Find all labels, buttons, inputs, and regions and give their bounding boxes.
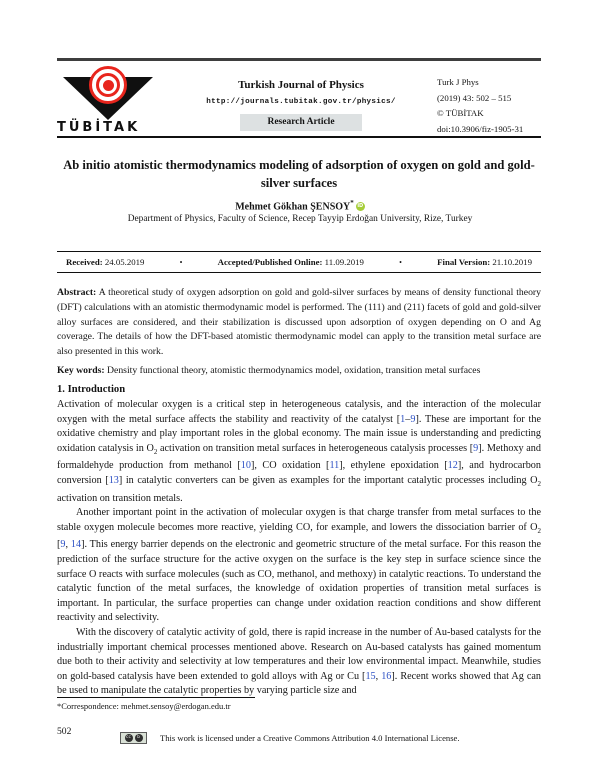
- keywords: Key words: Density functional theory, atomistic thermodynamics model, oxidation, transition metal surfaces: [57, 365, 481, 376]
- paragraph: Activation of molecular oxygen is a critical step in heterogeneous catalysis, and the interaction of the molecular oxygen with the metal surface affects the stability and reactivity of the catalyst [1–9]. These are important for the oxidative chemistry and play important roles in the global economy. The main issue is understanding and predicting oxidation catalysis in $O_2$ activation on transition metal surfaces in heterogeneous catalysis processes [9]. Methoxy and formaldehyde production from methanol [10], CO oxidation [11], ethylene epoxidation [12], and hydrocarbon conversion [13] in catalytic converters can be given as examples for the important catalytic processes including $O_2$ activation on transition metals.: [57, 399, 542, 504]
- citation-link[interactable]: 14: [70, 539, 82, 551]
- bullet-separator: •: [399, 257, 402, 267]
- header-bottom-rule: [57, 136, 541, 138]
- footnote-rule: [57, 697, 255, 698]
- copyright: © TÜBİTAK: [437, 108, 484, 118]
- citation-link[interactable]: 16: [381, 670, 392, 682]
- paragraph: Another important point in the activation of molecular oxygen is that charge transfer from metal surfaces to the stable oxygen molecule becomes more reactive, yielding CO, for example, and lowers the dissociation barrier of $O_2$ [9, 14]. This energy barrier depends on the electronic and geometric structure of the metal surface. For this reason the prediction of the surface structure for the active oxygen on the surface is the key step in surface science since the surface O reacts with surface molecules (such as CO, methanol, and methoxy) in catalytic reactions. To understand the catalytic function of the metal surfaces, the knowledge of oxidation properties of transition metal surfaces is important. In particular, the surface properties can change under oxidation reaction conditions and show different reactivity and selectivity.: [57, 507, 541, 624]
- citation-link[interactable]: 9: [410, 413, 416, 425]
- article-title: Ab initio atomistic thermodynamics modeling of adsorption of oxygen on gold and gold-silver surfaces: [63, 158, 535, 190]
- logo-sun-icon: [89, 66, 127, 104]
- page-number: 502: [57, 726, 72, 737]
- bullet-separator: •: [179, 257, 183, 267]
- journal-url-link[interactable]: http://journals.tubitak.gov.tr/physics/: [206, 98, 396, 106]
- abstract: Abstract: A theoretical study of oxygen adsorption on gold and gold-silver surfaces by means of density functional theory (DFT) calculations with an atomistic thermodynamic model is performed. The (111) and (211) facets of gold and gold-silver alloy surfaces are considered, and their stabilization is discussed upon adsorption of oxygen depending on O and Ag coverage. The details of how the DFT-based atomistic thermodynamic model can apply to the transition metal surface are also presented in this work.: [57, 287, 541, 358]
- license-line: [120, 732, 460, 744]
- logo-wordmark: TÜBİTAK: [57, 120, 141, 135]
- citation-link[interactable]: 11: [329, 460, 340, 472]
- citation-link[interactable]: 10: [240, 460, 251, 472]
- section-heading: 1. Introduction: [57, 384, 126, 395]
- received-date: Received: 24.05.2019: [66, 257, 145, 267]
- author-line: [0, 199, 600, 212]
- correspondence-email-link[interactable]: mehmet.sensoy@erdogan.edu.tr: [120, 701, 231, 711]
- correspondence-label: *Correspondence:: [57, 701, 119, 711]
- journal-name: Turkish Journal of Physics: [238, 79, 364, 91]
- citation-link[interactable]: 9: [60, 539, 66, 551]
- author-name: Mehmet Gökhan ŞENSOY: [235, 201, 351, 213]
- final-version-date: Final Version: 21.10.2019: [437, 257, 532, 267]
- citation-link[interactable]: 9: [473, 442, 479, 454]
- doi[interactable]: doi:10.3906/fiz-1905-31: [437, 123, 524, 134]
- tubitak-logo: [57, 66, 165, 136]
- keywords-label: Key words:: [57, 365, 105, 376]
- paragraph: With the discovery of catalytic activity of gold, there is rapid increase in the number of Au-based catalysts for the industrially important chemical processes mentioned above. Research on Au-based catalysts has gained momentum due both to their activity and selectivity at low temperatures and their low environmental impact. Meanwhile, studies on gold-based catalysis have been extended to gold alloys with Ag or Cu [15, 16]. Recent works showed that Ag can be used to manipulate the catalytic properties by varying particle size and: [57, 627, 541, 697]
- article-type-badge: Research Article: [240, 114, 361, 131]
- creative-commons-icon[interactable]: cc b: [120, 732, 147, 744]
- top-rule: [57, 58, 541, 61]
- journal-abbrev: Turk J Phys: [437, 77, 479, 87]
- dates-row: [57, 251, 541, 273]
- header-center: [165, 66, 437, 136]
- license-text: This work is licensed under a Creative Commons Attribution 4.0 International License.: [160, 733, 460, 743]
- author-affiliation: Department of Physics, Faculty of Science, Recep Tayyip Erdoğan University, Rize, Turkey: [127, 214, 473, 224]
- citation-link[interactable]: 15: [365, 670, 376, 682]
- correspondence-footnote: [57, 701, 231, 711]
- orcid-icon[interactable]: iD: [357, 203, 364, 210]
- volume-pages: (2019) 43: 502 – 515: [437, 92, 512, 103]
- header-right: [437, 66, 541, 136]
- citation-link[interactable]: 12: [447, 460, 458, 472]
- citation-link[interactable]: 1: [400, 413, 406, 425]
- abstract-label: Abstract:: [57, 287, 97, 298]
- introduction-section: [57, 384, 541, 699]
- accepted-date: Accepted/Published Online: 11.09.2019: [217, 257, 364, 267]
- citation-link[interactable]: 13: [108, 475, 119, 486]
- journal-header: [57, 66, 541, 136]
- correspondence-mark: *: [350, 199, 354, 207]
